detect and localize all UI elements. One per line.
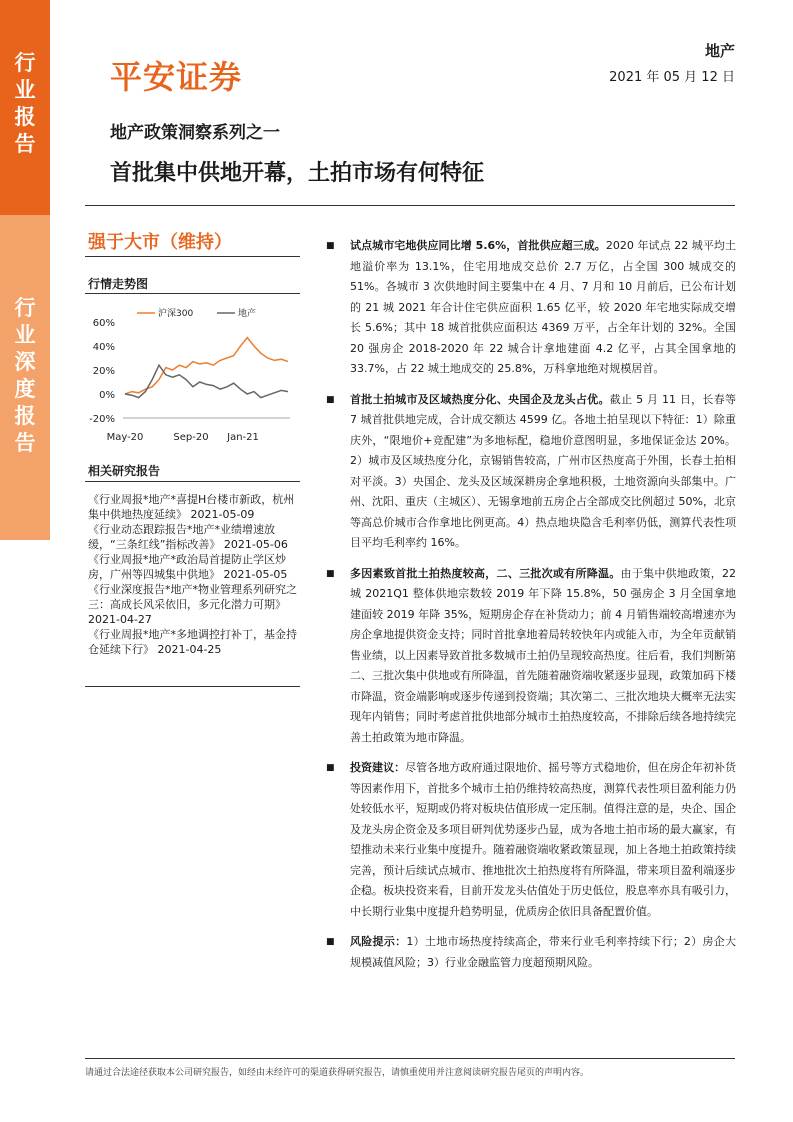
x-tick-label: May-20: [106, 432, 144, 443]
x-tick-label: Jan-21: [227, 432, 259, 443]
bullet-item: ■ 投资建议：尽管各地方政府通过限地价、摇号等方式稳地价，但在房企年初补货等因素作用下，首批多个城市土拍仍维持较高热度，测算代表性项目盈利能力仍处较低水平，短期或仍将对板块估值形成一定压制。值得注意的是，央企、国企及龙头房企资金及多项目研判优势逐步凸显，成为各地土拍市场的最大赢家，有望推动未来行业集中度提升。随着融资端收紧政策显现，加上各地土拍政策持续完善，预计后续试点城市、推地批次土拍热度将有所降温，带来项目盈利端逐步企稳。板块投资来看，目前开发龙头估值处于历史低位，股息率亦具有吸引力，中长期行业集中度提升趋势明显，优质房企依旧具备配置价值。: [320, 758, 736, 922]
square-bullet-icon: ■: [326, 394, 335, 405]
x-tick-label: Sep-20: [173, 432, 209, 443]
market-trend-chart: [85, 300, 300, 450]
square-bullet-icon: ■: [326, 937, 335, 947]
related-section-title: 相关研究报告: [88, 464, 161, 478]
related-report-item[interactable]: 《行业动态跟踪报告*地产*业绩增速放缓，“三条红线”指标改善》 2021-05-06: [88, 523, 288, 551]
footer-disclaimer: 请通过合法途径获取本公司研究报告，如经由未经许可的渠道获得研究报告，请慎重使用并注意阅读研究报告尾页的声明内容。: [85, 1068, 590, 1078]
y-tick-label: 40%: [92, 342, 115, 353]
report-date: 2021 年 05 月 12 日: [609, 70, 735, 85]
y-axis: [89, 318, 115, 425]
y-tick-label: 60%: [92, 318, 115, 329]
sector-label: 地产: [704, 42, 735, 60]
market-section-title: 行情走势图: [88, 277, 149, 291]
sidebar-bottom-label: 行 业 深 度 报 告: [14, 296, 36, 455]
bullet-item: ■ 多因素致首批土拍热度较高，二、三批次或有所降温。由于集中供地政策，22 城 2021Q1 整体供地宗数较 2019 年下降 15.8%，50 强房企 3 月全国拿地建面较 2019 年降 35%，短期房企存在补货动力；前 4 月销售端较高增速亦为房企拿地提供资金支持；同时首批拿地着局转较快年内或能入市，为全年贡献销售业绩，以上因素导致首批多数城市土拍仍呈现较高热度。往后看，我们判断第二、三批次集中供地或有所降温，首先随着融资端收紧逐步显现，政策加码下楼市降温，资金端影响或逐步传递到投资端；其次第二、三批次地块大概率无法实现年内销售；同时考虑首批供地部分城市土拍热度较高，不排除后续各地持续完善土拍政策为地市降温。: [320, 564, 736, 749]
related-divider: [85, 481, 300, 482]
brand-logo: 平安证券: [110, 58, 243, 96]
sidebar-bottom-band: [0, 215, 50, 540]
square-bullet-icon: ■: [326, 568, 335, 579]
page-title: 首批集中供地开幕，土拍市场有何特征: [110, 161, 485, 186]
bullet-item: ■ 首批土拍城市及区域热度分化、央国企及龙头占优。截止 5 月 11 日，长春等 7 城首批供地完成，合计成交额达 4599 亿。各地土拍呈现以下特征：1）除重庆外，“限地价+竞配建”为多地标配，稳地价意图明显，多地保证金达 20%。2）城市及区域热度分化，京锡销售较高，广州市区热度高于外围，长春土拍相对平淡。3）央国企、龙头及区域深耕房企拿地积极，土地资源向头部集中。广州、沈阳、重庆（主城区）、无锡拿地前五房企占全部成交比例超过 50%，北京等高总价城市合作拿地比例更高。4）热点地块隐含毛利率仍低，测算代表性项目平均毛利率约 16%。: [320, 390, 736, 554]
bullet-item: ■ 风险提示：1）土地市场热度持续高企，带来行业毛利率持续下行；2）房企大规模减值风险；3）行业金融监管力度超预期风险。: [320, 932, 736, 973]
x-axis: [107, 418, 290, 443]
sidebar-top-band: [0, 0, 50, 215]
series-line: [125, 365, 288, 397]
summary-bullets: [320, 236, 736, 973]
square-bullet-icon: ■: [326, 763, 335, 773]
chart-legend: [137, 307, 256, 319]
rating-divider: [85, 256, 300, 257]
left-column-divider: [85, 686, 300, 687]
header-divider: [85, 205, 735, 206]
series-title: 地产政策洞察系列之一: [110, 123, 280, 143]
related-report-item[interactable]: 《行业周报*地产*喜提H台楼市新政，杭州集中供地热度延续》 2021-05-09: [88, 493, 295, 521]
bullet-item: ■ 试点城市宅地供应同比增 5.6%，首批供应超三成。2020 年试点 22 城平均土地溢价率为 13.1%，住宅用地成交总价 2.7 万亿，占全国 300 城成交的 51%。各城市 3 次供地时间主要集中在 4 月、7 月和 10 月前后，已公布计划的 21 城 2021 年合计住宅供应面积 1.65 亿平，较 2020 年宅地实际成交增长 5.6%；其中 18 城首批供应面积达 4369 万平，占全年计划的 32%。全国 20 强房企 2018-2020 年 22 城合计拿地建面 4.2 亿平，占其全国拿地的 33.7%，占 22 城土地成交的 25.8%，万科拿地绝对规模居首。: [320, 236, 736, 380]
related-report-item[interactable]: 《行业周报*地产*多地调控打补丁，基金持仓延续下行》 2021-04-25: [88, 628, 297, 656]
related-report-item[interactable]: 《行业周报*地产*政治局首提防止学区炒房，广州等四城集中供地》 2021-05-05: [88, 553, 288, 581]
y-tick-label: 20%: [92, 366, 115, 377]
chart-series: [125, 338, 288, 398]
footer-divider: [85, 1058, 735, 1059]
y-tick-label: 0%: [99, 390, 115, 401]
rating-label: 强于大市（维持）: [88, 232, 232, 253]
market-divider: [85, 293, 300, 294]
square-bullet-icon: ■: [326, 241, 335, 251]
y-tick-label: -20%: [89, 414, 115, 425]
legend-label: 地产: [238, 309, 257, 319]
related-report-item[interactable]: 《行业深度报告*地产*物业管理系列研究之三：高成长风采依旧，多元化潜力可期》 2021-04-27: [88, 583, 297, 626]
sidebar-top-label: 行 业 报 告: [14, 51, 36, 156]
legend-label: 沪深300: [158, 309, 194, 319]
related-reports-list: [88, 492, 300, 657]
